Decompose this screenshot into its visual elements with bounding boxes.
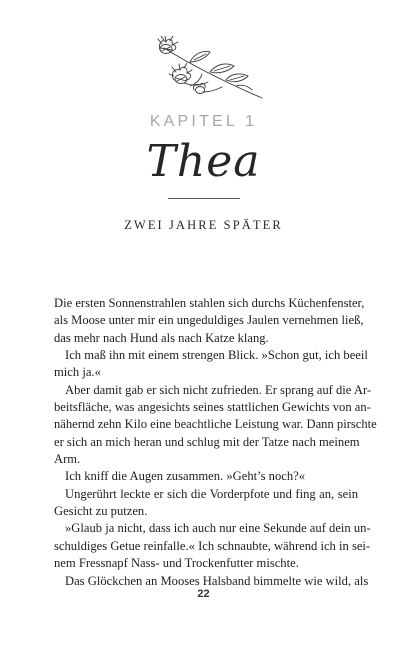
text-line: nähernd zehn Kilo eine beachtliche Leistung war. Dann pirschte bbox=[54, 417, 377, 432]
chapter-label: KAPITEL 1 bbox=[149, 113, 258, 130]
text-line: er sich an mich heran und schlug mit der Tatze nach meinem bbox=[54, 434, 360, 449]
text-line: mich ja.« bbox=[54, 365, 101, 380]
chapter-name: Thea bbox=[146, 136, 261, 187]
title-divider bbox=[168, 198, 240, 199]
text-line: Aber damit gab er sich nicht zufrieden. Er sprang auf die Ar- bbox=[65, 382, 372, 397]
text-line: »Glaub ja nicht, dass ich auch nur eine Sekunde auf dein un- bbox=[65, 521, 371, 536]
chapter-subtitle: ZWEI JAHRE SPÄTER bbox=[124, 218, 283, 232]
text-line: Ich maß ihn mit einem strengen Blick. »Schon gut, ich beeil bbox=[65, 348, 368, 363]
thistle-ornament-icon bbox=[150, 36, 270, 102]
text-line: Das Glöckchen an Mooses Halsband bimmelte wie wild, als bbox=[65, 573, 369, 588]
text-line: beitsfläche, was angesichts seines stattlichen Gewichts von an- bbox=[54, 400, 371, 415]
text-line: Arm. bbox=[54, 452, 81, 467]
text-line: Ungerührt leckte er sich die Vorderpfote und fing an, sein bbox=[65, 486, 358, 501]
body-text bbox=[54, 295, 377, 590]
text-line: Die ersten Sonnenstrahlen stahlen sich durchs Küchenfenster, bbox=[54, 296, 365, 310]
text-line: Gesicht zu putzen. bbox=[54, 504, 148, 519]
text-line: das mehr nach Hund als nach Katze klang. bbox=[54, 330, 269, 345]
text-line: schuldiges Getue reinfalle.« Ich schnaubte, während ich in sei- bbox=[54, 538, 371, 553]
text-line: Ich kniff die Augen zusammen. »Geht’s noch?« bbox=[65, 469, 306, 484]
text-line: nem Fressnapf Nass- und Trockenfutter mischte. bbox=[54, 556, 299, 571]
page-number: 22 bbox=[197, 588, 210, 600]
text-line: als Moose unter mir ein ungeduldiges Jaulen vernehmen ließ, bbox=[54, 313, 364, 328]
